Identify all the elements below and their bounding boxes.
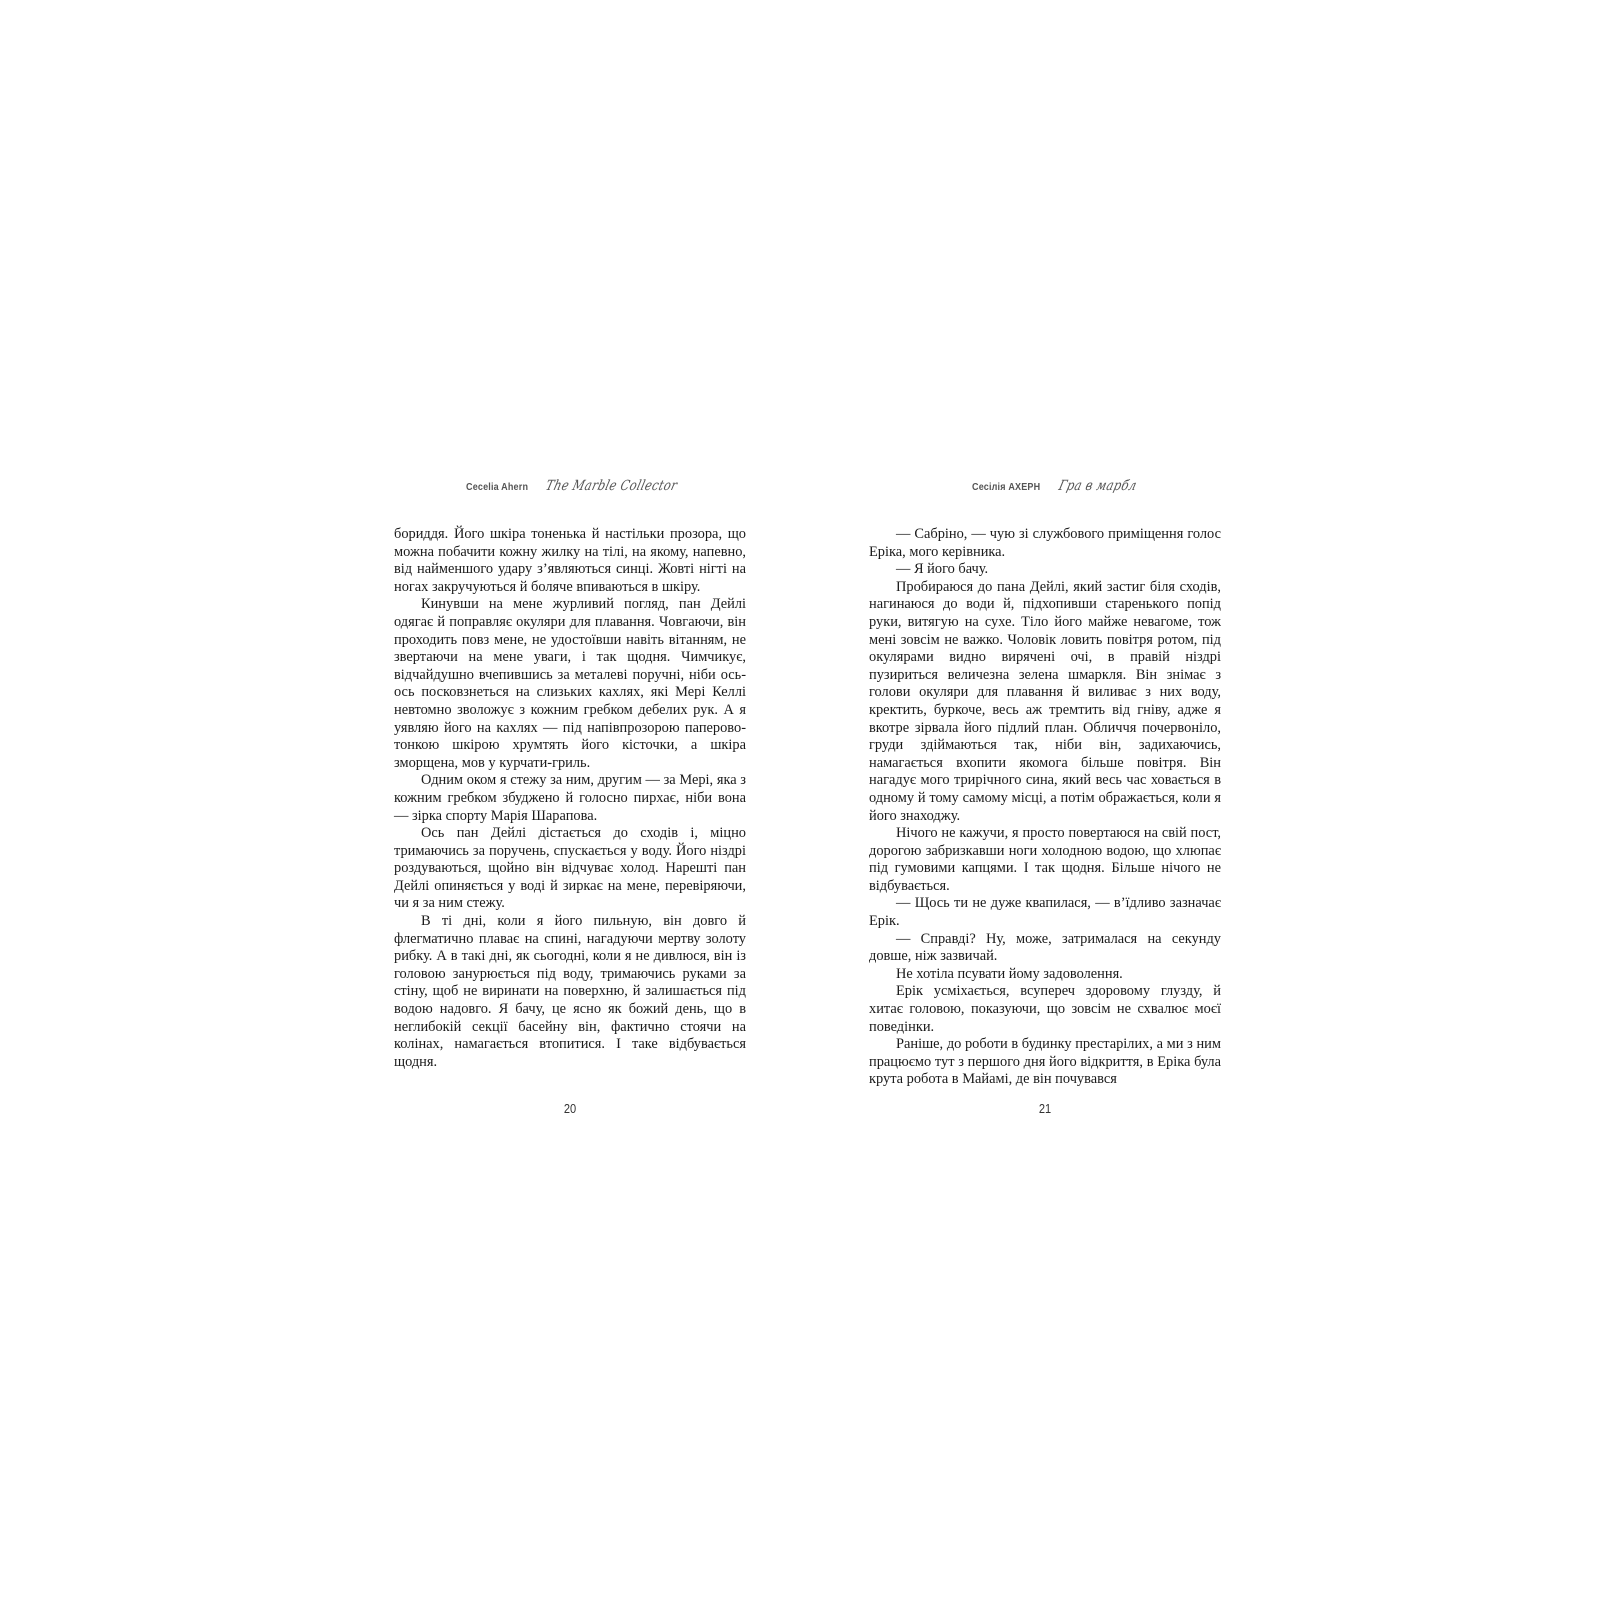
left-running-head [466,478,706,504]
paragraph: — Справді? Ну, може, затрималася на секунду довше, ніж зазвичай. [869,930,1221,965]
paragraph: Пробираюся до пана Дейлі, який застиг біля сходів, нагинаюся до води й, підхопивши старенького попід руки, витягую на сухе. Тіло його майже невагоме, тож мені зовсім не важко. Чоловік ловить повітря ротом, під окулярами видно вирячені очі, в правій ніздрі пузириться величезна зелена шмаркля. Він знімає з голови окуляри для плавання й виливає з них воду, кректить, буркоче, весь аж тремтить від гніву, адже я вкотре зірвала його підлий план. Обличчя почервоніло, груди здіймаються так, ніби він, задихаючись, намагається вхопити якомога більше повітря. Він нагадує мого трирічного сина, який весь час ховається в одному й тому самому місці, а потім ображається, коли я його знаходжу. [869,578,1221,824]
paragraph: Ерік усміхається, всупереч здоровому глузду, й хитає головою, показуючи, що зовсім не схвалює моєї поведінки. [869,983,1221,1035]
paragraph: Нічого не кажучи, я просто повертаюся на свій пост, дорогою забризкавши ноги холодною водою, що хлюпає під гумовими капцями. І так щодня. Більше нічого не відбувається. [869,825,1221,894]
page-number: 20 [563,1101,577,1116]
paragraph: — Щось ти не дуже квапилася, — в’їдливо зазначає Ерік. [869,895,1221,930]
running-head-author: Cecelia Ahern [466,481,529,493]
paragraph: В ті дні, коли я його пильную, він довго й флегматично плаває на спині, нагадуючи мертву золоту рибку. А в такі дні, як сьогодні, коли я не дивлюся, він із головою занурюється під воду, тримаючись руками за стіну, щоб не виринати на поверхню, й залишається під водою надовго. Я бачу, це ясно як божий день, що в неглибокій секції басейну він, фактично стоячи на колінах, намагається втопитися. І таке відбувається щодня. [394,913,746,1070]
paragraph: Ось пан Дейлі дістається до сходів і, міцно тримаючись за поручень, спускається у воду. Його ніздрі роздуваються, щойно він відчуває холод. Нарешті пан Дейлі опиняється у воді й зиркає на мене, перевіряючи, чи я за ним стежу. [394,825,746,912]
paragraph: Одним оком я стежу за ним, другим — за Мері, яка з кожним гребком збуджено й голосно пирхає, ніби вона — зірка спорту Марія Шарапова. [394,772,746,824]
running-head-author: Сесілія АХЕРН [972,481,1041,493]
paragraph: Не хотіла псувати йому задоволення. [896,965,1123,982]
running-head-title: The Marble Collector [544,478,680,494]
paragraph: Кинувши на мене журливий погляд, пан Дейлі одягає й поправляє окуляри для плавання. Човгаючи, він проходить повз мене, не удостоївши навіть вітанням, не звертаючи на мене уваги, і так щодня. Чимчикує, відчайдушно вчепившись за металеві поручні, ніби ось-ось посковзнеться на слизьких кахлях, які Мері Келлі невтомно зволожує з кожним гребком дебелих рук. А я уявляю його на кахлях — під напівпрозорою паперово-тонкою шкірою хрумтять його кісточки, а шкіра зморщена, мов у курчати-гриль. [394,596,746,771]
paragraph: — Сабріно, — чую зі службового приміщення голос Еріка, мого керівника. [869,526,1221,560]
right-body-text [869,526,1221,1089]
paragraph: Раніше, до роботи в будинку престарілих, а ми з ним працюємо тут з першого дня його відкриття, в Еріка була крута робота в Майамі, де він почувався [869,1036,1221,1088]
running-head-title: Гра в марбл [1057,478,1139,494]
page-number: 21 [1038,1101,1052,1116]
paragraph: — Я його бачу. [896,561,989,578]
paragraph: бориддя. Його шкіра тоненька й настільки прозора, що можна побачити кожну жилку на тілі, на якому, напевно, від найменшого удару з’являються синці. Жовті нігті на ногах закручуються й боляче впиваються в шкіру. [394,526,746,595]
right-running-head [972,478,1154,504]
left-body-text [394,526,746,1071]
